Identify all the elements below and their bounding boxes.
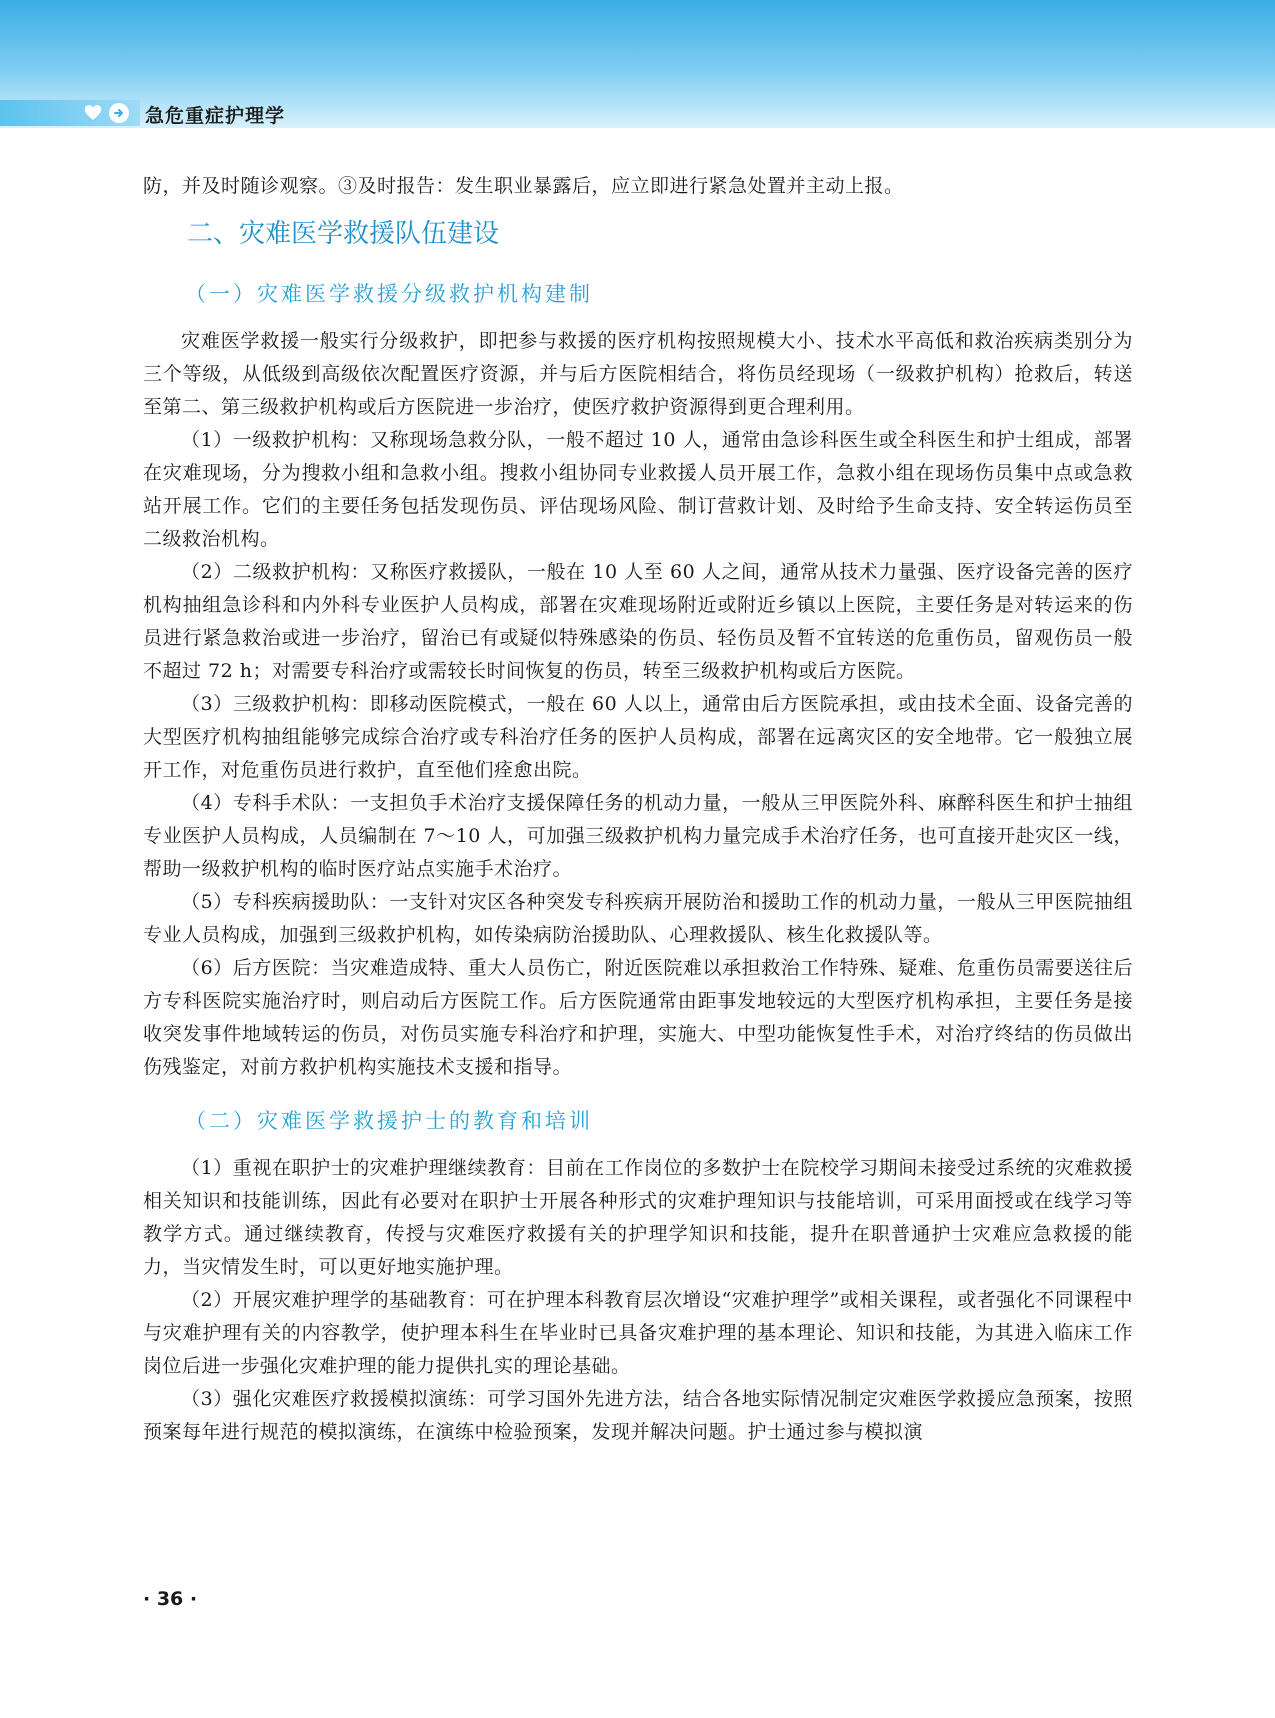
page-content (143, 170, 1133, 1449)
heart-icon (84, 104, 102, 121)
paragraph: 灾难医学救援一般实行分级救护，即把参与救援的医疗机构按照规模大小、技术水平高低和救治疾病类别分为三个等级，从低级到高级依次配置医疗资源，并与后方医院相结合，将伤员经现场（一级救护机构）抢救后，转送至第二、第三级救护机构或后方医院进一步治疗，使医疗救护资源得到更合理利用。 (143, 330, 1133, 418)
paragraph: （3）强化灾难医疗救援模拟演练：可学习国外先进方法，结合各地实际情况制定灾难医学救援应急预案，按照预案每年进行规范的模拟演练，在演练中检验预案，发现并解决问题。护士通过参与模拟演 (143, 1388, 1133, 1443)
paragraph: （6）后方医院：当灾难造成特、重大人员伤亡，附近医院难以承担救治工作特殊、疑难、危重伤员需要送往后方专科医院实施治疗时，则启动后方医院工作。后方医院通常由距事发地较远的大型医疗机构承担，主要任务是接收突发事件地域转运的伤员，对伤员实施专科治疗和护理，实施大、中型功能恢复性手术，对治疗终结的伤员做出伤残鉴定，对前方救护机构实施技术支援和指导。 (143, 957, 1133, 1078)
paragraph: （2）二级救护机构：又称医疗救援队，一般在 10 人至 60 人之间，通常从技术力量强、医疗设备完善的医疗机构抽组急诊科和内外科专业医护人员构成，部署在灾难现场附近或附近乡镇以上医院，主要任务是对转运来的伤员进行紧急救治或进一步治疗，留治已有或疑似特殊感染的伤员、轻伤员及暂不宜转送的危重伤员，留观伤员一般不超过 72 h；对需要专科治疗或需较长时间恢复的伤员，转至三级救护机构或后方医院。 (143, 561, 1133, 682)
paragraph: （5）专科疾病援助队：一支针对灾区各种突发专科疾病开展防治和援助工作的机动力量，一般从三甲医院抽组专业人员构成，加强到三级救护机构，如传染病防治援助队、心理救援队、核生化救援队等。 (143, 891, 1133, 946)
arrow-right-circle-icon (109, 103, 129, 123)
subsection-title-1: （一）灾难医学救援分级救护机构建制 (185, 282, 593, 306)
paragraph: （1）一级救护机构：又称现场急救分队，一般不超过 10 人，通常由急诊科医生或全科医生和护士组成，部署在灾难现场，分为搜救小组和急救小组。搜救小组协同专业救援人员开展工作，急救小组在现场伤员集中点或急救站开展工作。它们的主要任务包括发现伤员、评估现场风险、制订营救计划、及时给予生命支持、安全转运伤员至二级救治机构。 (143, 429, 1133, 550)
section-title: 二、灾难医学救援队伍建设 (187, 219, 500, 249)
book-title: 急危重症护理学 (145, 105, 286, 127)
paragraph: （1）重视在职护士的灾难护理继续教育：目前在工作岗位的多数护士在院校学习期间未接受过系统的灾难救援相关知识和技能训练，因此有必要对在职护士开展各种形式的灾难护理知识与技能培训，可采用面授或在线学习等教学方式。通过继续教育，传授与灾难医疗救援有关的护理学知识和技能，提升在职普通护士灾难应急救援的能力，当灾情发生时，可以更好地实施护理。 (143, 1157, 1133, 1278)
page-number: · 36 · (143, 1588, 198, 1610)
subsection-title-2: （二）灾难医学救援护士的教育和培训 (185, 1109, 593, 1133)
intro-line: 防，并及时随诊观察。③及时报告：发生职业暴露后，应立即进行紧急处置并主动上报。 (143, 175, 904, 197)
paragraph: （4）专科手术队：一支担负手术治疗支援保障任务的机动力量，一般从三甲医院外科、麻醉科医生和护士抽组专业医护人员构成，人员编制在 7～10 人，可加强三级救护机构力量完成手术治疗任务，也可直接开赴灾区一线，帮助一级救护机构的临时医疗站点实施手术治疗。 (143, 792, 1133, 880)
paragraph: （2）开展灾难护理学的基础教育：可在护理本科教育层次增设“灾难护理学”或相关课程，或者强化不同课程中与灾难护理有关的内容教学，使护理本科生在毕业时已具备灾难护理的基本理论、知识和技能，为其进入临床工作岗位后进一步强化灾难护理的能力提供扎实的理论基础。 (143, 1289, 1133, 1377)
paragraph: （3）三级救护机构：即移动医院模式，一般在 60 人以上，通常由后方医院承担，或由技术全面、设备完善的大型医疗机构抽组能够完成综合治疗或专科治疗任务的医护人员构成，部署在远离灾区的安全地带。它一般独立展开工作，对危重伤员进行救护，直至他们痊愈出院。 (143, 693, 1133, 781)
